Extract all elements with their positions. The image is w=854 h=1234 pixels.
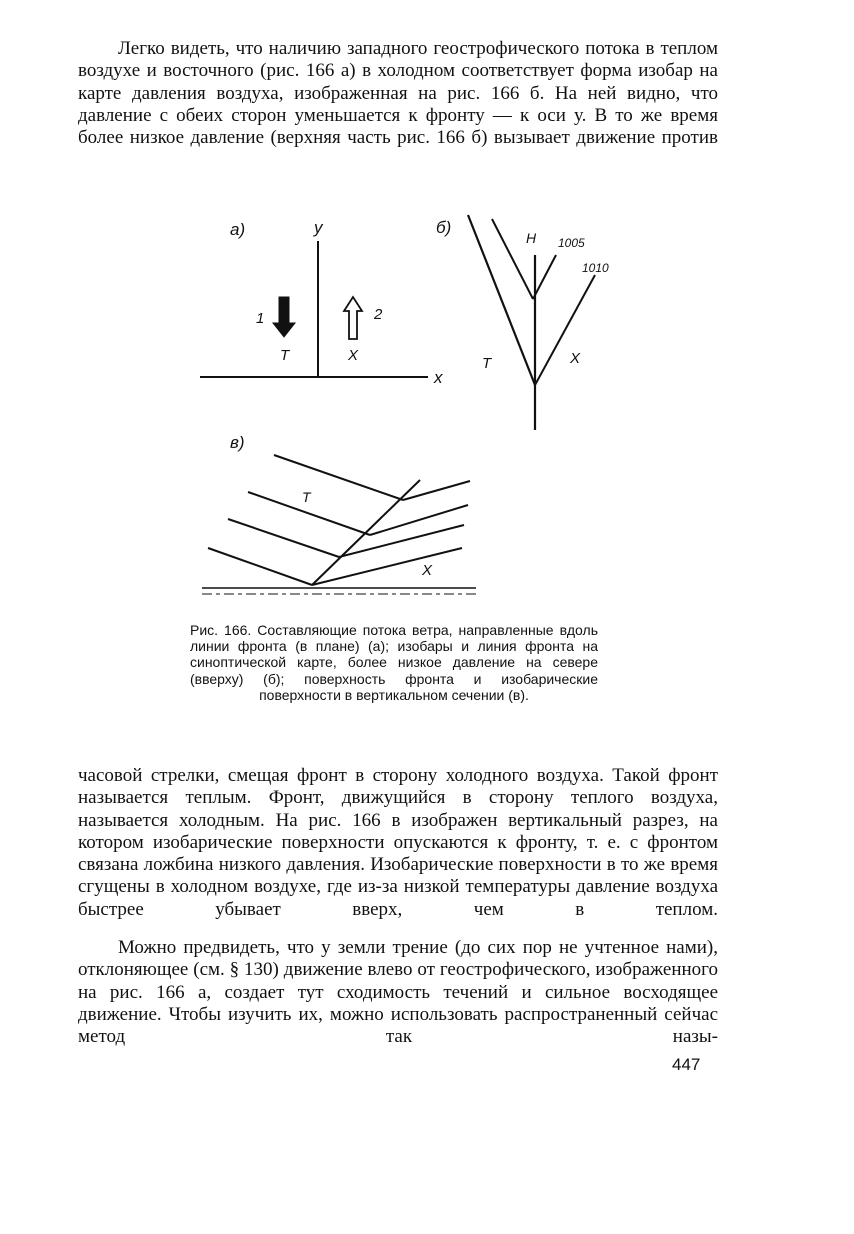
page-number: 447: [672, 1055, 701, 1074]
isobar-1010-right: [535, 275, 595, 385]
isobar-warm-4: [208, 548, 312, 585]
y-axis-label: у: [314, 218, 323, 237]
panel-b-cold-label: Х: [570, 350, 581, 367]
arrow-1-number: 1: [256, 310, 265, 327]
isobar-left-outer: [468, 215, 535, 385]
low-pressure-label: Н: [526, 230, 537, 246]
x-axis-label: х: [434, 368, 443, 387]
paragraph-1-text: Легко видеть, что наличию западного геострофического потока в теплом воздухе и восточного (рис. 166 а) в холодном соответствует форма изобар на карте давления воздуха, изображенная на рис. 166 б. На ней видно, что давление с обеих сторон уменьшается к фронту — к оси у. В то же время более низкое давление (верхняя часть рис. 166 б) вызывает движение против: [78, 38, 718, 149]
arrow-2-number: 2: [374, 306, 383, 323]
panel-b: [436, 215, 609, 430]
panel-c-label: в): [230, 433, 245, 452]
panel-c-warm-label: Т: [302, 489, 311, 505]
isobar-cold-4: [312, 548, 462, 585]
arrow-2-up-icon: [344, 297, 362, 339]
paragraph-2-text: часовой стрелки, смещая фронт в сторону холодного воздуха. Такой фронт называется теплым. Фронт, движущийся в сторону теплого воздуха, называется холодным. На рис. 166 в изображен вертикальный разрез, на котором изобарические поверхности опускаются к фронту, т. е. с фронтом связана ложбина низкого давления. Изобарические поверхности в то же время сгущены в холодном воздухе, где из-за низкой температуры давление воздуха быстрее убывает вверх, чем в теплом.: [78, 765, 718, 920]
panel-a: [200, 218, 443, 387]
isobar-1005-label: 1005: [558, 236, 585, 250]
isobar-1005-right: [533, 255, 556, 299]
figure-caption: Рис. 166. Составляющие потока ветра, направленные вдоль линии фронта (в плане) (а); изобары и линия фронта на синоптической карте, более низкое давление на севере (вверху) (б); поверхность фронта и изобарические поверхности в вертикальном сечении (в).: [190, 622, 598, 703]
isobar-warm-3: [228, 519, 339, 557]
panel-b-label: б): [436, 218, 452, 237]
isobar-warm-1: [274, 455, 403, 500]
arrow-1-down-icon: [273, 297, 295, 337]
isobar-cold-1: [403, 481, 470, 500]
panel-a-label: а): [230, 220, 246, 239]
isobar-1010-label: 1010: [582, 261, 609, 275]
paragraph-3-text: Можно предвидеть, что у земли трение (до сих пор не учтенное нами), отклоняющее (см. § 130) движение влево от геострофического, изображенного на рис. 166 а, создает тут сходимость течений и сильное восходящее движение. Чтобы изучить их, можно использовать распространенный сейчас метод так назы-: [78, 937, 718, 1048]
isobar-cold-2: [370, 505, 468, 535]
figure-166: [190, 205, 630, 605]
paragraph-3: [78, 937, 718, 1048]
panel-b-warm-label: Т: [482, 355, 492, 372]
panel-a-cold-label: Х: [348, 347, 359, 364]
frontal-surface: [312, 480, 420, 585]
paragraph-2: [78, 765, 718, 921]
paragraph-1: [78, 38, 718, 149]
panel-c: [202, 433, 476, 594]
panel-c-cold-label: Х: [422, 562, 433, 579]
figure-166-svg: [190, 205, 630, 605]
panel-a-warm-label: Т: [280, 347, 290, 364]
